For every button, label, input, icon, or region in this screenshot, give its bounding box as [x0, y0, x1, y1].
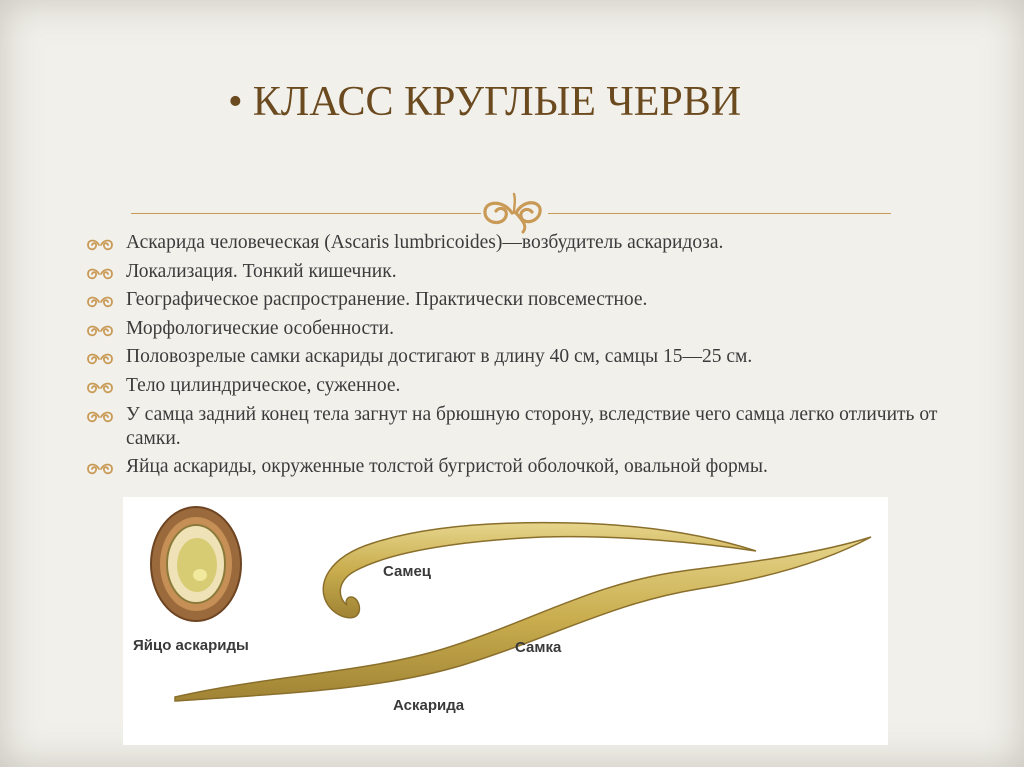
bullet-item	[86, 455, 946, 479]
title-bullet: •	[228, 79, 243, 125]
bullet-item	[86, 403, 946, 451]
scroll-ornament-icon	[86, 350, 114, 366]
bullet-item	[86, 345, 946, 369]
ascaris-egg	[151, 507, 241, 621]
male-label: Самец	[383, 563, 432, 580]
scroll-ornament-icon	[86, 236, 114, 252]
title-text: КЛАСС КРУГЛЫЕ ЧЕРВИ	[252, 79, 742, 125]
scroll-ornament-icon	[86, 265, 114, 281]
scroll-ornament-icon	[86, 460, 114, 476]
scroll-ornament-icon	[478, 186, 550, 236]
bullet-list	[86, 231, 946, 484]
bullet-text: У самца задний конец тела загнут на брюшную сторону, вследствие чего самца легко отличить от самки.	[126, 403, 938, 449]
bullet-text: Тело цилиндрическое, суженное.	[126, 374, 401, 396]
female-worm	[175, 537, 871, 701]
bullet-item	[86, 374, 946, 398]
bullet-item	[86, 288, 946, 312]
scroll-ornament-icon	[86, 379, 114, 395]
divider-left	[131, 213, 481, 214]
ascaris-illustration	[123, 497, 888, 745]
female-label: Самка	[515, 639, 562, 656]
bullet-text: Половозрелые самки аскариды достигают в длину 40 см, самцы 15—25 см.	[126, 346, 753, 368]
bullet-item	[86, 260, 946, 284]
slide-title	[228, 72, 868, 132]
scroll-ornament-icon	[86, 322, 114, 338]
bullet-item	[86, 317, 946, 341]
bullet-text: Географическое распространение. Практически повсеместное.	[126, 289, 648, 311]
scroll-ornament-icon	[86, 293, 114, 309]
bullet-text: Локализация. Тонкий кишечник.	[126, 260, 397, 282]
scroll-ornament-icon	[86, 408, 114, 424]
bullet-text: Яйца аскариды, окруженные толстой бугристой оболочкой, овальной формы.	[126, 456, 768, 478]
ascaris-drawing	[123, 497, 888, 745]
egg-label: Яйцо аскариды	[133, 637, 249, 654]
ascarid-label: Аскарида	[393, 697, 465, 714]
divider-right	[548, 213, 891, 214]
bullet-text: Морфологические особенности.	[126, 317, 394, 339]
bullet-text: Аскарида человеческая (Ascaris lumbricoides)—возбудитель аскаридоза.	[126, 232, 724, 253]
bullet-item	[86, 231, 946, 255]
